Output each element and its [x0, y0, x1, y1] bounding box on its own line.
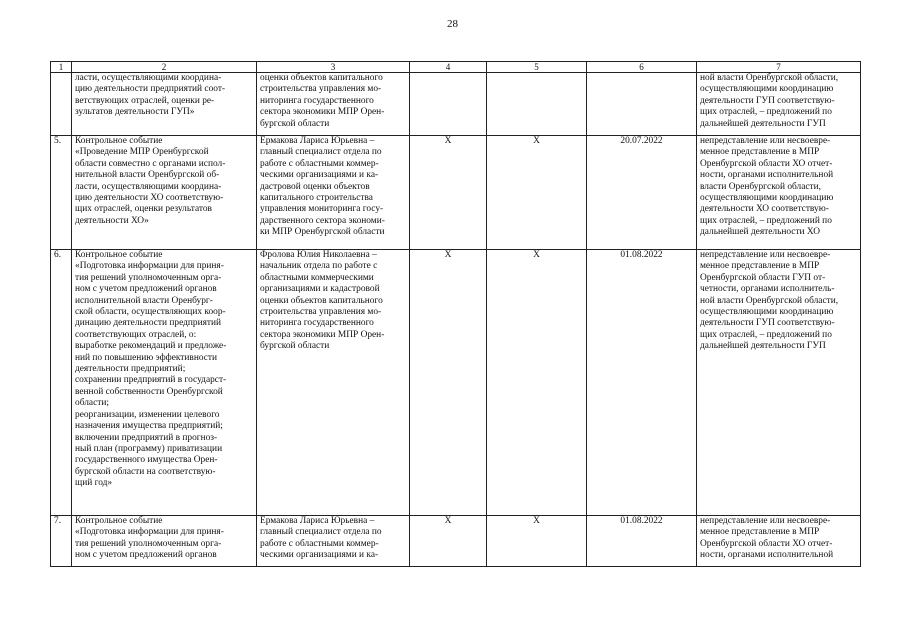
text-line: области;	[75, 398, 109, 409]
text-line: венной собственности Оренбургской	[75, 386, 223, 397]
text-line: «Подготовка информации для приня-	[75, 527, 224, 538]
text-line: тия решений уполномоченным орга-	[75, 538, 222, 549]
text-line: деятельности ГУП соответствую-	[700, 318, 835, 329]
event-description	[72, 136, 257, 250]
responsible-person	[257, 250, 410, 516]
text-line: ческими организациями и ка-	[260, 550, 379, 561]
column-header: 5	[487, 62, 587, 73]
text-line: бургской области на соответствую-	[75, 466, 216, 477]
page-number: 28	[447, 18, 458, 30]
column-header: 4	[410, 62, 487, 73]
text-line: щих отраслей, – предложений по	[700, 329, 832, 340]
text-line: ной власти Оренбургской области,	[700, 295, 839, 306]
text-line: зультатов деятельности ГУП»	[75, 107, 195, 118]
col5-value	[487, 73, 587, 136]
table-header-row	[51, 62, 861, 73]
text-line: области совместно с органами испол-	[75, 158, 226, 169]
text-line: Контрольное событие	[75, 136, 163, 146]
text-line: ности, органами исполнительной	[700, 550, 834, 561]
text-line: ниторинга государственного	[260, 318, 374, 329]
col4-value: Х	[410, 516, 487, 567]
event-description	[72, 73, 257, 136]
text-line: дарственного сектора экономи-	[260, 215, 385, 226]
text-line: ний по повышению эффективности	[75, 352, 218, 363]
text-line: тия решений уполномоченным орга-	[75, 272, 222, 283]
table-row	[51, 136, 861, 250]
deadline-date: 01.08.2022	[587, 250, 697, 516]
column-header: 3	[257, 62, 410, 73]
responsible-person	[257, 73, 410, 136]
text-line: менное представление в МПР	[700, 147, 820, 158]
row-number	[51, 73, 72, 136]
text-line: деятельности ГУП соответствую-	[700, 95, 835, 106]
text-line: ветствующих отраслей, оценки ре-	[75, 95, 215, 106]
text-line: ной власти Оренбургской области,	[700, 73, 839, 83]
text-line: ласти, осуществляющими координа-	[75, 181, 222, 192]
responsible-person	[257, 516, 410, 567]
text-line: соответствующих отраслей, о:	[75, 329, 197, 340]
text-line: работе с областными коммер-	[260, 158, 379, 169]
text-line: ном с учетом предложений органов	[75, 284, 217, 295]
text-line: оценки объектов капитального	[260, 295, 383, 306]
row-number: 5.	[51, 136, 72, 250]
text-line: ской области, осуществляющих коор-	[75, 307, 226, 318]
text-line: «Проведение МПР Оренбургской	[75, 147, 209, 158]
col5-value: Х	[487, 516, 587, 567]
text-line: включении предприятий в прогноз-	[75, 432, 218, 443]
text-line: бургской области	[260, 118, 330, 129]
deadline-date: 01.08.2022	[587, 516, 697, 567]
text-line: дальнейшей деятельности ХО	[700, 227, 820, 238]
text-line: Ермакова Лариса Юрьевна –	[260, 516, 375, 526]
text-line: ном с учетом предложений органов	[75, 550, 217, 561]
risk-description	[697, 73, 861, 136]
risk-description	[697, 136, 861, 250]
text-line: четности, органами исполнитель-	[700, 284, 835, 295]
text-line: власти Оренбургской области,	[700, 181, 821, 192]
text-line: ческими организациями и ка-	[260, 170, 379, 181]
text-line: Контрольное событие	[75, 250, 163, 260]
text-line: оценки объектов капитального	[260, 73, 383, 83]
text-line: государственного имущества Орен-	[75, 455, 218, 466]
text-line: дальнейшей деятельности ГУП	[700, 118, 826, 129]
text-line: осуществляющими координацию	[700, 307, 834, 318]
text-line: деятельности ХО»	[75, 215, 149, 226]
text-line: сохранении предприятий в государст-	[75, 375, 227, 386]
text-line: капитального строительства	[260, 193, 373, 204]
text-line: Ермакова Лариса Юрьевна –	[260, 136, 375, 146]
text-line: реорганизации, изменении целевого	[75, 409, 220, 420]
text-line: областными коммерческими	[260, 272, 374, 283]
text-line: деятельности ХО соответствую-	[700, 204, 829, 215]
table-row	[51, 250, 861, 516]
text-line: исполнительной власти Оренбург-	[75, 295, 213, 306]
text-line: управления мониторинга госу-	[260, 204, 384, 215]
text-line: сектора экономики МПР Орен-	[260, 107, 385, 118]
text-line: Контрольное событие	[75, 516, 163, 526]
text-line: менное представление в МПР	[700, 527, 820, 538]
column-header: 6	[587, 62, 697, 73]
text-line: щих отраслей, – предложений по	[700, 107, 832, 118]
text-line: Фролова Юлия Николаевна –	[260, 250, 377, 260]
text-line: непредставление или несвоевре-	[700, 516, 831, 526]
text-line: щий год»	[75, 478, 113, 489]
col4-value: Х	[410, 136, 487, 250]
deadline-date: 20.07.2022	[587, 136, 697, 250]
column-header: 7	[697, 62, 861, 73]
text-line: «Подготовка информации для приня-	[75, 261, 224, 272]
text-line: строительства управления мо-	[260, 84, 382, 95]
text-line: щих отраслей, оценки результатов	[75, 204, 212, 215]
control-events-table	[50, 61, 861, 567]
text-line: организациями и кадастровой	[260, 284, 380, 295]
event-description	[72, 250, 257, 516]
text-line: нительной власти Оренбургской об-	[75, 170, 220, 181]
table-row	[51, 73, 861, 136]
col4-value: Х	[410, 250, 487, 516]
text-line: непредставление или несвоевре-	[700, 250, 831, 260]
column-header: 2	[72, 62, 257, 73]
text-line: главный специалист отдела по	[260, 527, 382, 538]
text-line: выработке рекомендаций и предложе-	[75, 341, 227, 352]
text-line: деятельности предприятий;	[75, 364, 186, 375]
text-line: Оренбургской области ГУП от-	[700, 272, 826, 283]
text-line: работе с областными коммер-	[260, 538, 379, 549]
col4-value	[410, 73, 487, 136]
text-line: ласти, осуществляющими координа-	[75, 73, 222, 83]
deadline-date	[587, 73, 697, 136]
col5-value: Х	[487, 250, 587, 516]
row-number: 7.	[51, 516, 72, 567]
text-line: Оренбургской области ХО отчет-	[700, 538, 833, 549]
text-line: дастровой оценки объектов	[260, 181, 370, 192]
responsible-person	[257, 136, 410, 250]
text-line: ный план (программу) приватизации	[75, 443, 223, 454]
risk-description	[697, 516, 861, 567]
text-line: сектора экономики МПР Орен-	[260, 329, 385, 340]
text-line: Оренбургской области ХО отчет-	[700, 158, 833, 169]
col5-value: Х	[487, 136, 587, 250]
text-line: динацию деятельности предприятий	[75, 318, 222, 329]
text-line: ки МПР Оренбургской области	[260, 227, 385, 238]
risk-description	[697, 250, 861, 516]
text-line: щих отраслей, – предложений по	[700, 215, 832, 226]
text-line: начальник отдела по работе с	[260, 261, 378, 272]
row-number: 6.	[51, 250, 72, 516]
text-line: главный специалист отдела по	[260, 147, 382, 158]
event-description	[72, 516, 257, 567]
text-line: строительства управления мо-	[260, 307, 382, 318]
column-header: 1	[51, 62, 72, 73]
text-line: ниторинга государственного	[260, 95, 374, 106]
text-line: дальнейшей деятельности ГУП	[700, 341, 826, 352]
text-line: осуществляющими координацию	[700, 84, 834, 95]
text-line: бургской области	[260, 341, 330, 352]
text-line: цию деятельности предприятий соот-	[75, 84, 226, 95]
text-line: ности, органами исполнительной	[700, 170, 834, 181]
text-line: осуществляющими координацию	[700, 193, 834, 204]
text-line: цию деятельности ХО соответствую-	[75, 193, 224, 204]
text-line: непредставление или несвоевре-	[700, 136, 831, 146]
text-line: менное представление в МПР	[700, 261, 820, 272]
text-line: назначения имущества предприятий;	[75, 421, 223, 432]
table-row	[51, 516, 861, 567]
